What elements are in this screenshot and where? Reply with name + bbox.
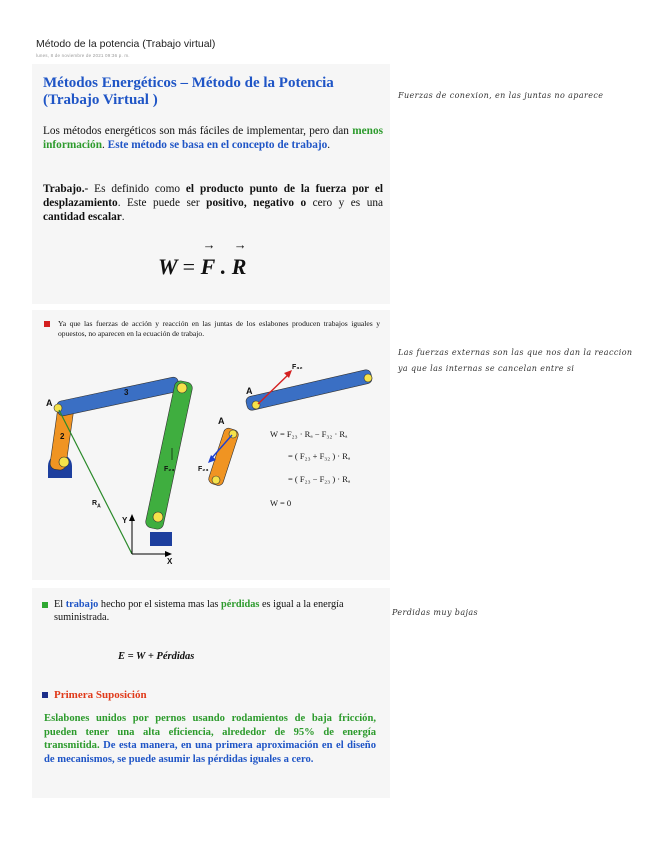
bullet-green [42,602,48,608]
work-definition: Trabajo.- Es definido como el producto punto de la fuerza por el desplazamiento. Este puede ser positivo, negativo o cero y es una cantidad escalar. [43,183,384,223]
link-3-free-body [245,369,373,411]
label-f23-link: F₂₃ [164,466,175,473]
eq-line-3: = ( F₂₃ − F₂₃ ) · Rₐ [288,474,351,484]
label-link-3: 3 [124,388,129,397]
link-4 [145,380,194,530]
work-formula: W = → F . → R [158,254,246,280]
note-date: lunes, 8 de noviembre de 2021 09:36 p. m. [36,53,130,58]
slide-energy-methods [32,64,390,304]
label-f32: F₃₂ [292,364,303,371]
pin-b [177,383,187,393]
label-a2: A [246,386,253,396]
handwritten-note-2b: ya que las internas se cancelan entre si [398,364,575,373]
label-f23: F₂₃ [198,466,209,473]
energy-formula: E = W + Pérdidas [118,651,195,662]
label-link-2: 2 [60,432,65,441]
bullet-navy [42,692,48,698]
ground-pivot-right [150,532,172,546]
energy-balance-text: El trabajo hecho por el sistema mas las pérdidas es igual a la energía suministrada. [54,599,344,623]
label-a3: A [218,416,225,426]
label-axis-y: Y [122,516,128,525]
intro-paragraph: Los métodos energéticos son más fáciles de implementar, pero dan menos información. Este método se basa en el concepto de trabajo. [43,125,383,151]
assumption-heading: Primera Suposición [54,689,147,701]
handwritten-note-2a: Las fuerzas externas son las que nos dan la reaccion [398,348,633,357]
label-axis-x: X [167,557,173,566]
reaction-forces-text: Ya que las fuerzas de acción y reacción en las juntas de los eslabones producen trabajos iguales y opuestos, no aparecen en la ecuación de trabajo. [58,319,380,338]
pin-o4 [153,512,163,522]
label-ra: $R_A$ [92,500,101,510]
handwritten-note-1: Fuerzas de conexion, en las juntas no aparece [398,91,604,100]
assumption-paragraph: Eslabones unidos por pernos usando rodamientos de baja fricción, pueden tener una alta eficiencia, alrededor de 95% de energía transmitida. De esta manera, en una primera aproximación en el diseño de mecanismos, se puede asumir las pérdidas iguales a cero. [44,713,376,765]
pin-a [54,404,62,412]
label-a1: A [46,398,53,408]
handwritten-note-3: Perdidas muy bajas [392,608,479,617]
slide-title: Métodos Energéticos – Método de la Potencia (Trabajo Virtual ) [43,75,334,108]
eq-line-2: = ( F₂₃ + F₃₂ ) · Rₐ [288,451,351,461]
eq-line-1: W = F₂₃ · Rₐ − F₃₂ · Rₐ [270,429,348,439]
slide-virtual-work-diagram [32,310,390,580]
link-3 [56,376,180,416]
note-title: Método de la potencia (Trabajo virtual) [36,38,216,50]
vector-ra [59,410,132,554]
slide-losses [32,588,390,798]
eq-line-4: W = 0 [270,498,292,508]
pin-o2 [59,457,69,467]
linkage-diagram [32,310,390,580]
